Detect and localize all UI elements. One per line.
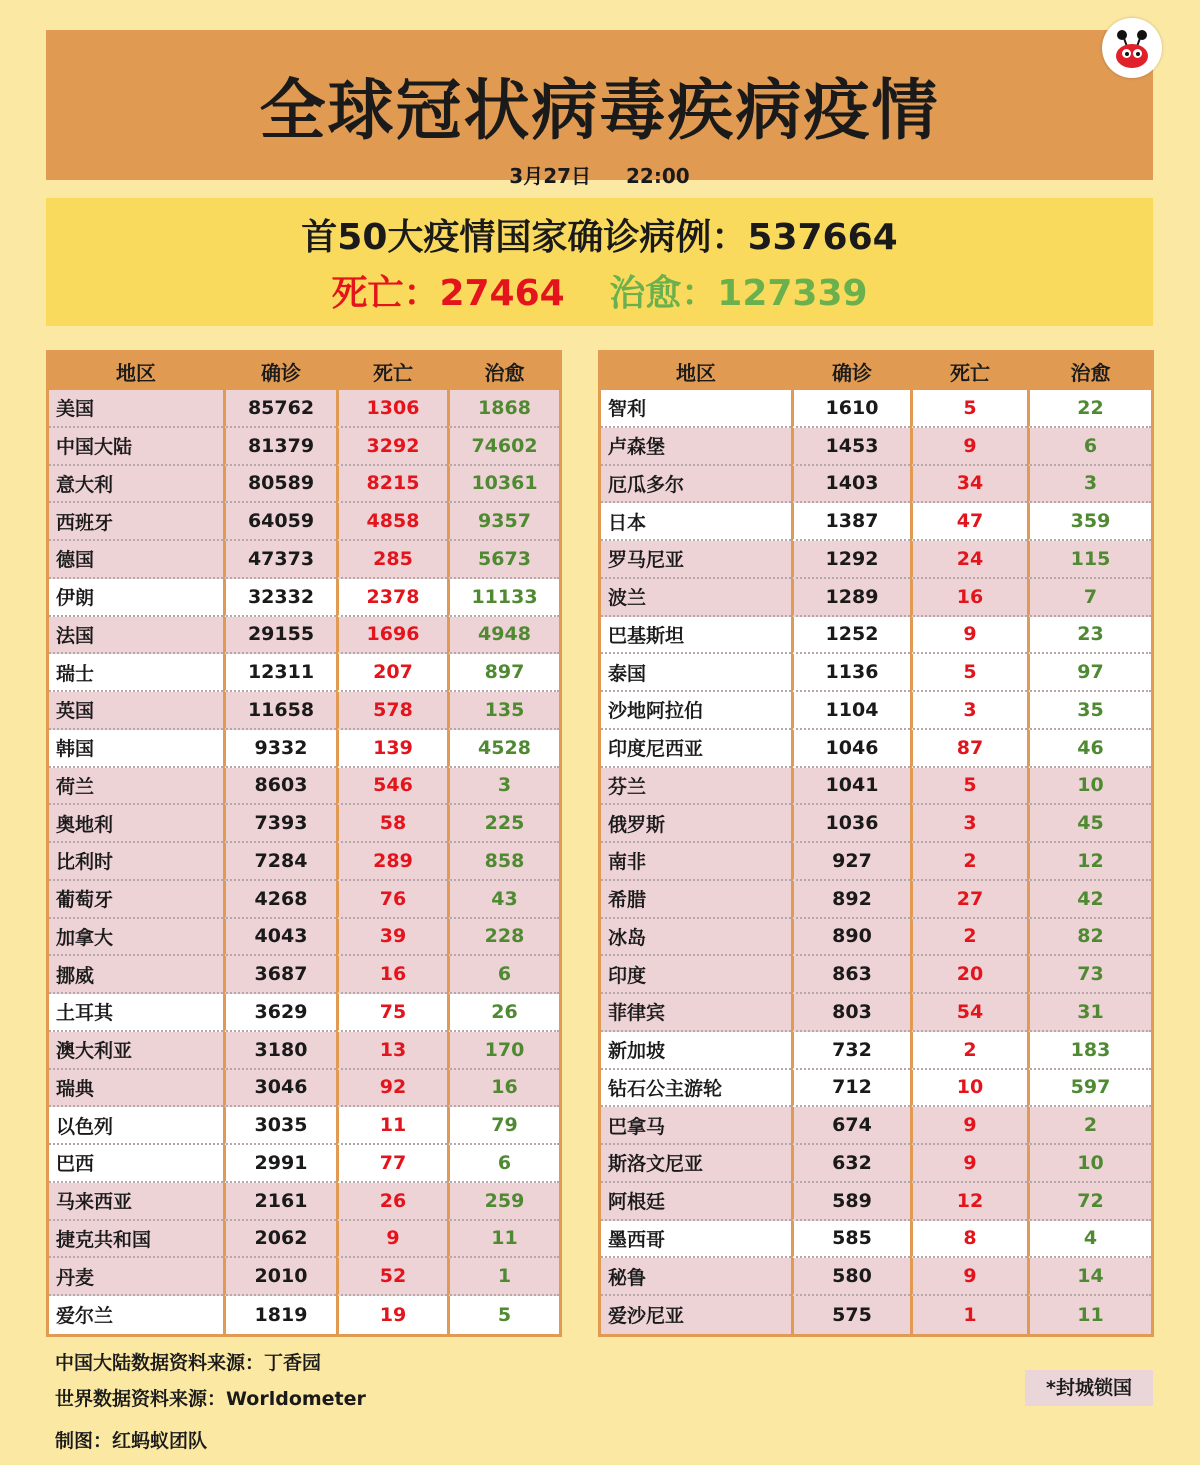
country-name: 以色列 <box>49 1107 223 1145</box>
country-name: 丹麦 <box>49 1258 223 1296</box>
table-row <box>49 541 559 579</box>
confirmed-cell: 1610 <box>791 390 910 428</box>
table-row <box>601 1107 1151 1145</box>
country-name: 斯洛文尼亚 <box>601 1145 791 1183</box>
column-header-recovered: 治愈 <box>1027 353 1151 390</box>
confirmed-cell: 1289 <box>791 579 910 617</box>
deaths-cell: 3 <box>910 805 1027 843</box>
table-row <box>601 881 1151 919</box>
recovered-cell: 5673 <box>447 541 559 579</box>
confirmed-cell: 3180 <box>223 1032 336 1070</box>
country-name: 加拿大 <box>49 919 223 957</box>
country-name: 法国 <box>49 617 223 655</box>
confirmed-cell: 1292 <box>791 541 910 579</box>
confirmed-cell: 2010 <box>223 1258 336 1296</box>
country-name: 中国大陆 <box>49 428 223 466</box>
country-name: 伊朗 <box>49 579 223 617</box>
recovered-cell: 4 <box>1027 1221 1151 1259</box>
confirmed-cell: 1453 <box>791 428 910 466</box>
recovered-cell: 183 <box>1027 1032 1151 1070</box>
table-row <box>601 428 1151 466</box>
table-row <box>601 466 1151 504</box>
recovered-cell: 42 <box>1027 881 1151 919</box>
country-name: 土耳其 <box>49 994 223 1032</box>
confirmed-cell: 2062 <box>223 1221 336 1259</box>
deaths-cell: 11 <box>336 1107 447 1145</box>
confirmed-cell: 1819 <box>223 1296 336 1334</box>
recovered-cell: 170 <box>447 1032 559 1070</box>
deaths-cell: 9 <box>910 1145 1027 1183</box>
confirmed-cell: 85762 <box>223 390 336 428</box>
table-row <box>49 919 559 957</box>
confirmed-cell: 1041 <box>791 768 910 806</box>
table-row <box>49 654 559 692</box>
confirmed-cell: 9332 <box>223 730 336 768</box>
country-name: 新加坡 <box>601 1032 791 1070</box>
recovered-cell: 6 <box>1027 428 1151 466</box>
deaths-cell: 2 <box>910 843 1027 881</box>
deaths-cell: 3 <box>910 692 1027 730</box>
table-row <box>49 956 559 994</box>
source-china: 中国大陆数据资料来源：丁香园 <box>55 1352 322 1374</box>
table-row <box>49 768 559 806</box>
deaths-cell: 2 <box>910 919 1027 957</box>
recovered-cell: 897 <box>447 654 559 692</box>
country-name: 奥地利 <box>49 805 223 843</box>
deaths-cell: 5 <box>910 390 1027 428</box>
country-name: 爱沙尼亚 <box>601 1296 791 1334</box>
recovered-summary <box>609 273 867 314</box>
summary-panel <box>46 198 1153 326</box>
confirmed-cell: 3687 <box>223 956 336 994</box>
confirmed-cell: 575 <box>791 1296 910 1334</box>
deaths-cell: 8215 <box>336 466 447 504</box>
confirmed-cell: 1046 <box>791 730 910 768</box>
table-row <box>601 1221 1151 1259</box>
recovered-cell: 73 <box>1027 956 1151 994</box>
confirmed-cell: 47373 <box>223 541 336 579</box>
deaths-cell: 9 <box>336 1221 447 1259</box>
deaths-cell: 5 <box>910 768 1027 806</box>
confirmed-cell: 4268 <box>223 881 336 919</box>
recovered-cell: 26 <box>447 994 559 1032</box>
confirmed-cell: 1136 <box>791 654 910 692</box>
deaths-cell: 4858 <box>336 503 447 541</box>
confirmed-cell: 7393 <box>223 805 336 843</box>
table-header <box>49 353 559 390</box>
deaths-cell: 1696 <box>336 617 447 655</box>
table-row <box>49 1296 559 1334</box>
title-banner <box>46 30 1153 188</box>
country-name: 澳大利亚 <box>49 1032 223 1070</box>
confirmed-cell: 580 <box>791 1258 910 1296</box>
table-row <box>601 1296 1151 1334</box>
table-row <box>49 1221 559 1259</box>
table-row <box>49 1032 559 1070</box>
confirmed-cell: 892 <box>791 881 910 919</box>
table-row <box>49 1145 559 1183</box>
country-name: 巴基斯坦 <box>601 617 791 655</box>
country-name: 韩国 <box>49 730 223 768</box>
deaths-cell: 5 <box>910 654 1027 692</box>
table-row <box>49 617 559 655</box>
country-name: 泰国 <box>601 654 791 692</box>
confirmed-cell: 1104 <box>791 692 910 730</box>
column-header-recovered: 治愈 <box>447 353 559 390</box>
recovered-cell: 3 <box>447 768 559 806</box>
confirmed-cell: 81379 <box>223 428 336 466</box>
country-name: 英国 <box>49 692 223 730</box>
confirmed-cell: 712 <box>791 1070 910 1108</box>
confirmed-summary <box>46 198 1153 258</box>
recovered-cell: 6 <box>447 1145 559 1183</box>
recovered-cell: 3 <box>1027 466 1151 504</box>
recovered-cell: 1868 <box>447 390 559 428</box>
confirmed-cell: 64059 <box>223 503 336 541</box>
table-row <box>49 579 559 617</box>
confirmed-cell: 1387 <box>791 503 910 541</box>
country-name: 比利时 <box>49 843 223 881</box>
recovered-cell: 31 <box>1027 994 1151 1032</box>
column-header-region: 地区 <box>601 353 791 390</box>
table-row <box>49 390 559 428</box>
deaths-cell: 285 <box>336 541 447 579</box>
table-row <box>601 768 1151 806</box>
confirmed-cell: 863 <box>791 956 910 994</box>
credit: 制图：红蚂蚁团队 <box>55 1430 208 1452</box>
recovered-cell: 23 <box>1027 617 1151 655</box>
table-row <box>601 1183 1151 1221</box>
deaths-cell: 10 <box>910 1070 1027 1108</box>
confirmed-cell: 7284 <box>223 843 336 881</box>
deaths-cell: 77 <box>336 1145 447 1183</box>
column-header-deaths: 死亡 <box>910 353 1027 390</box>
confirmed-cell: 732 <box>791 1032 910 1070</box>
country-name: 秘鲁 <box>601 1258 791 1296</box>
deaths-cell: 2 <box>910 1032 1027 1070</box>
table-row <box>601 1258 1151 1296</box>
table-row <box>49 1107 559 1145</box>
recovered-cell: 11 <box>447 1221 559 1259</box>
recovered-cell: 16 <box>447 1070 559 1108</box>
table-row <box>49 805 559 843</box>
deaths-cell: 76 <box>336 881 447 919</box>
recovered-cell: 4948 <box>447 617 559 655</box>
deaths-cell: 13 <box>336 1032 447 1070</box>
confirmed-label: 首50大疫情国家确诊病例： <box>301 217 748 258</box>
table-row <box>49 1070 559 1108</box>
deaths-cell: 87 <box>910 730 1027 768</box>
confirmed-cell: 29155 <box>223 617 336 655</box>
country-name: 巴西 <box>49 1145 223 1183</box>
country-name: 意大利 <box>49 466 223 504</box>
confirmed-cell: 4043 <box>223 919 336 957</box>
confirmed-cell: 890 <box>791 919 910 957</box>
deaths-cell: 54 <box>910 994 1027 1032</box>
table-row <box>601 617 1151 655</box>
recovered-cell: 259 <box>447 1183 559 1221</box>
confirmed-cell: 632 <box>791 1145 910 1183</box>
country-name: 马来西亚 <box>49 1183 223 1221</box>
lockdown-legend: *封城锁国 <box>1025 1370 1153 1406</box>
recovered-cell: 45 <box>1027 805 1151 843</box>
deaths-cell: 20 <box>910 956 1027 994</box>
recovered-cell: 11133 <box>447 579 559 617</box>
recovered-cell: 72 <box>1027 1183 1151 1221</box>
country-name: 瑞典 <box>49 1070 223 1108</box>
source-world: 世界数据资料来源：Worldometer <box>55 1388 366 1410</box>
recovered-cell: 2 <box>1027 1107 1151 1145</box>
deaths-cell: 39 <box>336 919 447 957</box>
confirmed-cell: 927 <box>791 843 910 881</box>
recovered-cell: 7 <box>1027 579 1151 617</box>
recovered-cell: 359 <box>1027 503 1151 541</box>
recovered-cell: 597 <box>1027 1070 1151 1108</box>
country-name: 日本 <box>601 503 791 541</box>
confirmed-cell: 585 <box>791 1221 910 1259</box>
table-row <box>49 1183 559 1221</box>
deaths-cell: 26 <box>336 1183 447 1221</box>
country-table-left <box>46 350 562 1337</box>
country-name: 德国 <box>49 541 223 579</box>
country-name: 葡萄牙 <box>49 881 223 919</box>
deaths-label: 死亡： <box>331 272 440 314</box>
deaths-cell: 1306 <box>336 390 447 428</box>
table-row <box>49 881 559 919</box>
column-header-deaths: 死亡 <box>336 353 447 390</box>
deaths-cell: 47 <box>910 503 1027 541</box>
country-name: 沙地阿拉伯 <box>601 692 791 730</box>
deaths-cell: 34 <box>910 466 1027 504</box>
recovered-cell: 10361 <box>447 466 559 504</box>
deaths-cell: 1 <box>910 1296 1027 1334</box>
table-row <box>601 1070 1151 1108</box>
recovered-cell: 97 <box>1027 654 1151 692</box>
recovered-cell: 115 <box>1027 541 1151 579</box>
recovered-cell: 14 <box>1027 1258 1151 1296</box>
country-name: 卢森堡 <box>601 428 791 466</box>
table-row <box>49 994 559 1032</box>
recovered-cell: 10 <box>1027 1145 1151 1183</box>
confirmed-cell: 8603 <box>223 768 336 806</box>
deaths-cell: 2378 <box>336 579 447 617</box>
country-name: 钻石公主游轮 <box>601 1070 791 1108</box>
deaths-cell: 139 <box>336 730 447 768</box>
country-name: 印度尼西亚 <box>601 730 791 768</box>
table-header <box>601 353 1151 390</box>
country-name: 冰岛 <box>601 919 791 957</box>
country-name: 捷克共和国 <box>49 1221 223 1259</box>
deaths-cell: 9 <box>910 1258 1027 1296</box>
confirmed-cell: 12311 <box>223 654 336 692</box>
deaths-cell: 24 <box>910 541 1027 579</box>
recovered-cell: 10 <box>1027 768 1151 806</box>
deaths-cell: 92 <box>336 1070 447 1108</box>
table-row <box>601 541 1151 579</box>
confirmed-cell: 2161 <box>223 1183 336 1221</box>
recovered-cell: 5 <box>447 1296 559 1334</box>
deaths-cell: 9 <box>910 1107 1027 1145</box>
table-row <box>601 1145 1151 1183</box>
recovered-cell: 12 <box>1027 843 1151 881</box>
confirmed-total: 537664 <box>747 217 898 258</box>
deaths-cell: 207 <box>336 654 447 692</box>
table-row <box>49 730 559 768</box>
deaths-cell: 58 <box>336 805 447 843</box>
recovered-cell: 35 <box>1027 692 1151 730</box>
table-row <box>601 956 1151 994</box>
recovered-cell: 82 <box>1027 919 1151 957</box>
country-name: 波兰 <box>601 579 791 617</box>
recovered-cell: 225 <box>447 805 559 843</box>
confirmed-cell: 674 <box>791 1107 910 1145</box>
column-header-region: 地区 <box>49 353 223 390</box>
country-name: 瑞士 <box>49 654 223 692</box>
deaths-cell: 3292 <box>336 428 447 466</box>
deaths-cell: 546 <box>336 768 447 806</box>
deaths-cell: 9 <box>910 428 1027 466</box>
outcome-summary <box>46 274 1153 314</box>
deaths-cell: 16 <box>336 956 447 994</box>
country-name: 挪威 <box>49 956 223 994</box>
country-name: 厄瓜多尔 <box>601 466 791 504</box>
confirmed-cell: 1403 <box>791 466 910 504</box>
country-name: 巴拿马 <box>601 1107 791 1145</box>
table-row <box>49 692 559 730</box>
recovered-cell: 46 <box>1027 730 1151 768</box>
country-name: 阿根廷 <box>601 1183 791 1221</box>
country-name: 美国 <box>49 390 223 428</box>
table-row <box>49 503 559 541</box>
confirmed-cell: 803 <box>791 994 910 1032</box>
report-date: 3月27日 <box>509 164 592 188</box>
deaths-cell: 289 <box>336 843 447 881</box>
confirmed-cell: 1036 <box>791 805 910 843</box>
confirmed-cell: 2991 <box>223 1145 336 1183</box>
confirmed-cell: 11658 <box>223 692 336 730</box>
confirmed-cell: 1252 <box>791 617 910 655</box>
recovered-cell: 1 <box>447 1258 559 1296</box>
confirmed-cell: 589 <box>791 1183 910 1221</box>
country-name: 希腊 <box>601 881 791 919</box>
deaths-summary <box>331 273 564 314</box>
confirmed-cell: 3629 <box>223 994 336 1032</box>
table-row <box>601 730 1151 768</box>
confirmed-cell: 3035 <box>223 1107 336 1145</box>
country-name: 墨西哥 <box>601 1221 791 1259</box>
recovered-cell: 135 <box>447 692 559 730</box>
recovered-cell: 4528 <box>447 730 559 768</box>
table-row <box>49 843 559 881</box>
deaths-total: 27464 <box>439 272 565 314</box>
deaths-cell: 75 <box>336 994 447 1032</box>
table-row <box>601 919 1151 957</box>
recovered-cell: 858 <box>447 843 559 881</box>
table-row <box>601 805 1151 843</box>
recovered-cell: 11 <box>1027 1296 1151 1334</box>
table-row <box>601 994 1151 1032</box>
table-row <box>601 843 1151 881</box>
deaths-cell: 12 <box>910 1183 1027 1221</box>
red-ant-logo-icon <box>1102 18 1162 78</box>
recovered-cell: 43 <box>447 881 559 919</box>
confirmed-cell: 80589 <box>223 466 336 504</box>
recovered-cell: 22 <box>1027 390 1151 428</box>
confirmed-cell: 32332 <box>223 579 336 617</box>
country-name: 菲律宾 <box>601 994 791 1032</box>
recovered-cell: 228 <box>447 919 559 957</box>
recovered-cell: 74602 <box>447 428 559 466</box>
table-row <box>601 654 1151 692</box>
table-row <box>601 692 1151 730</box>
report-time: 22:00 <box>626 164 690 188</box>
deaths-cell: 9 <box>910 617 1027 655</box>
recovered-cell: 6 <box>447 956 559 994</box>
country-name: 荷兰 <box>49 768 223 806</box>
table-row <box>49 1258 559 1296</box>
country-name: 芬兰 <box>601 768 791 806</box>
country-name: 西班牙 <box>49 503 223 541</box>
table-row <box>601 503 1151 541</box>
deaths-cell: 19 <box>336 1296 447 1334</box>
country-name: 爱尔兰 <box>49 1296 223 1334</box>
recovered-cell: 9357 <box>447 503 559 541</box>
country-name: 南非 <box>601 843 791 881</box>
country-name: 智利 <box>601 390 791 428</box>
deaths-cell: 16 <box>910 579 1027 617</box>
table-row <box>49 466 559 504</box>
column-header-confirmed: 确诊 <box>791 353 910 390</box>
table-row <box>601 579 1151 617</box>
column-header-confirmed: 确诊 <box>223 353 336 390</box>
table-row <box>601 390 1151 428</box>
deaths-cell: 578 <box>336 692 447 730</box>
recovered-total: 127339 <box>717 272 868 314</box>
recovered-label: 治愈： <box>609 272 718 314</box>
deaths-cell: 27 <box>910 881 1027 919</box>
table-row <box>601 1032 1151 1070</box>
date-time <box>46 160 1153 189</box>
page-title: 全球冠状病毒疾病疫情 <box>259 72 940 149</box>
country-table-right <box>598 350 1154 1337</box>
country-name: 俄罗斯 <box>601 805 791 843</box>
deaths-cell: 8 <box>910 1221 1027 1259</box>
country-name: 罗马尼亚 <box>601 541 791 579</box>
deaths-cell: 52 <box>336 1258 447 1296</box>
confirmed-cell: 3046 <box>223 1070 336 1108</box>
table-row <box>49 428 559 466</box>
country-name: 印度 <box>601 956 791 994</box>
recovered-cell: 79 <box>447 1107 559 1145</box>
